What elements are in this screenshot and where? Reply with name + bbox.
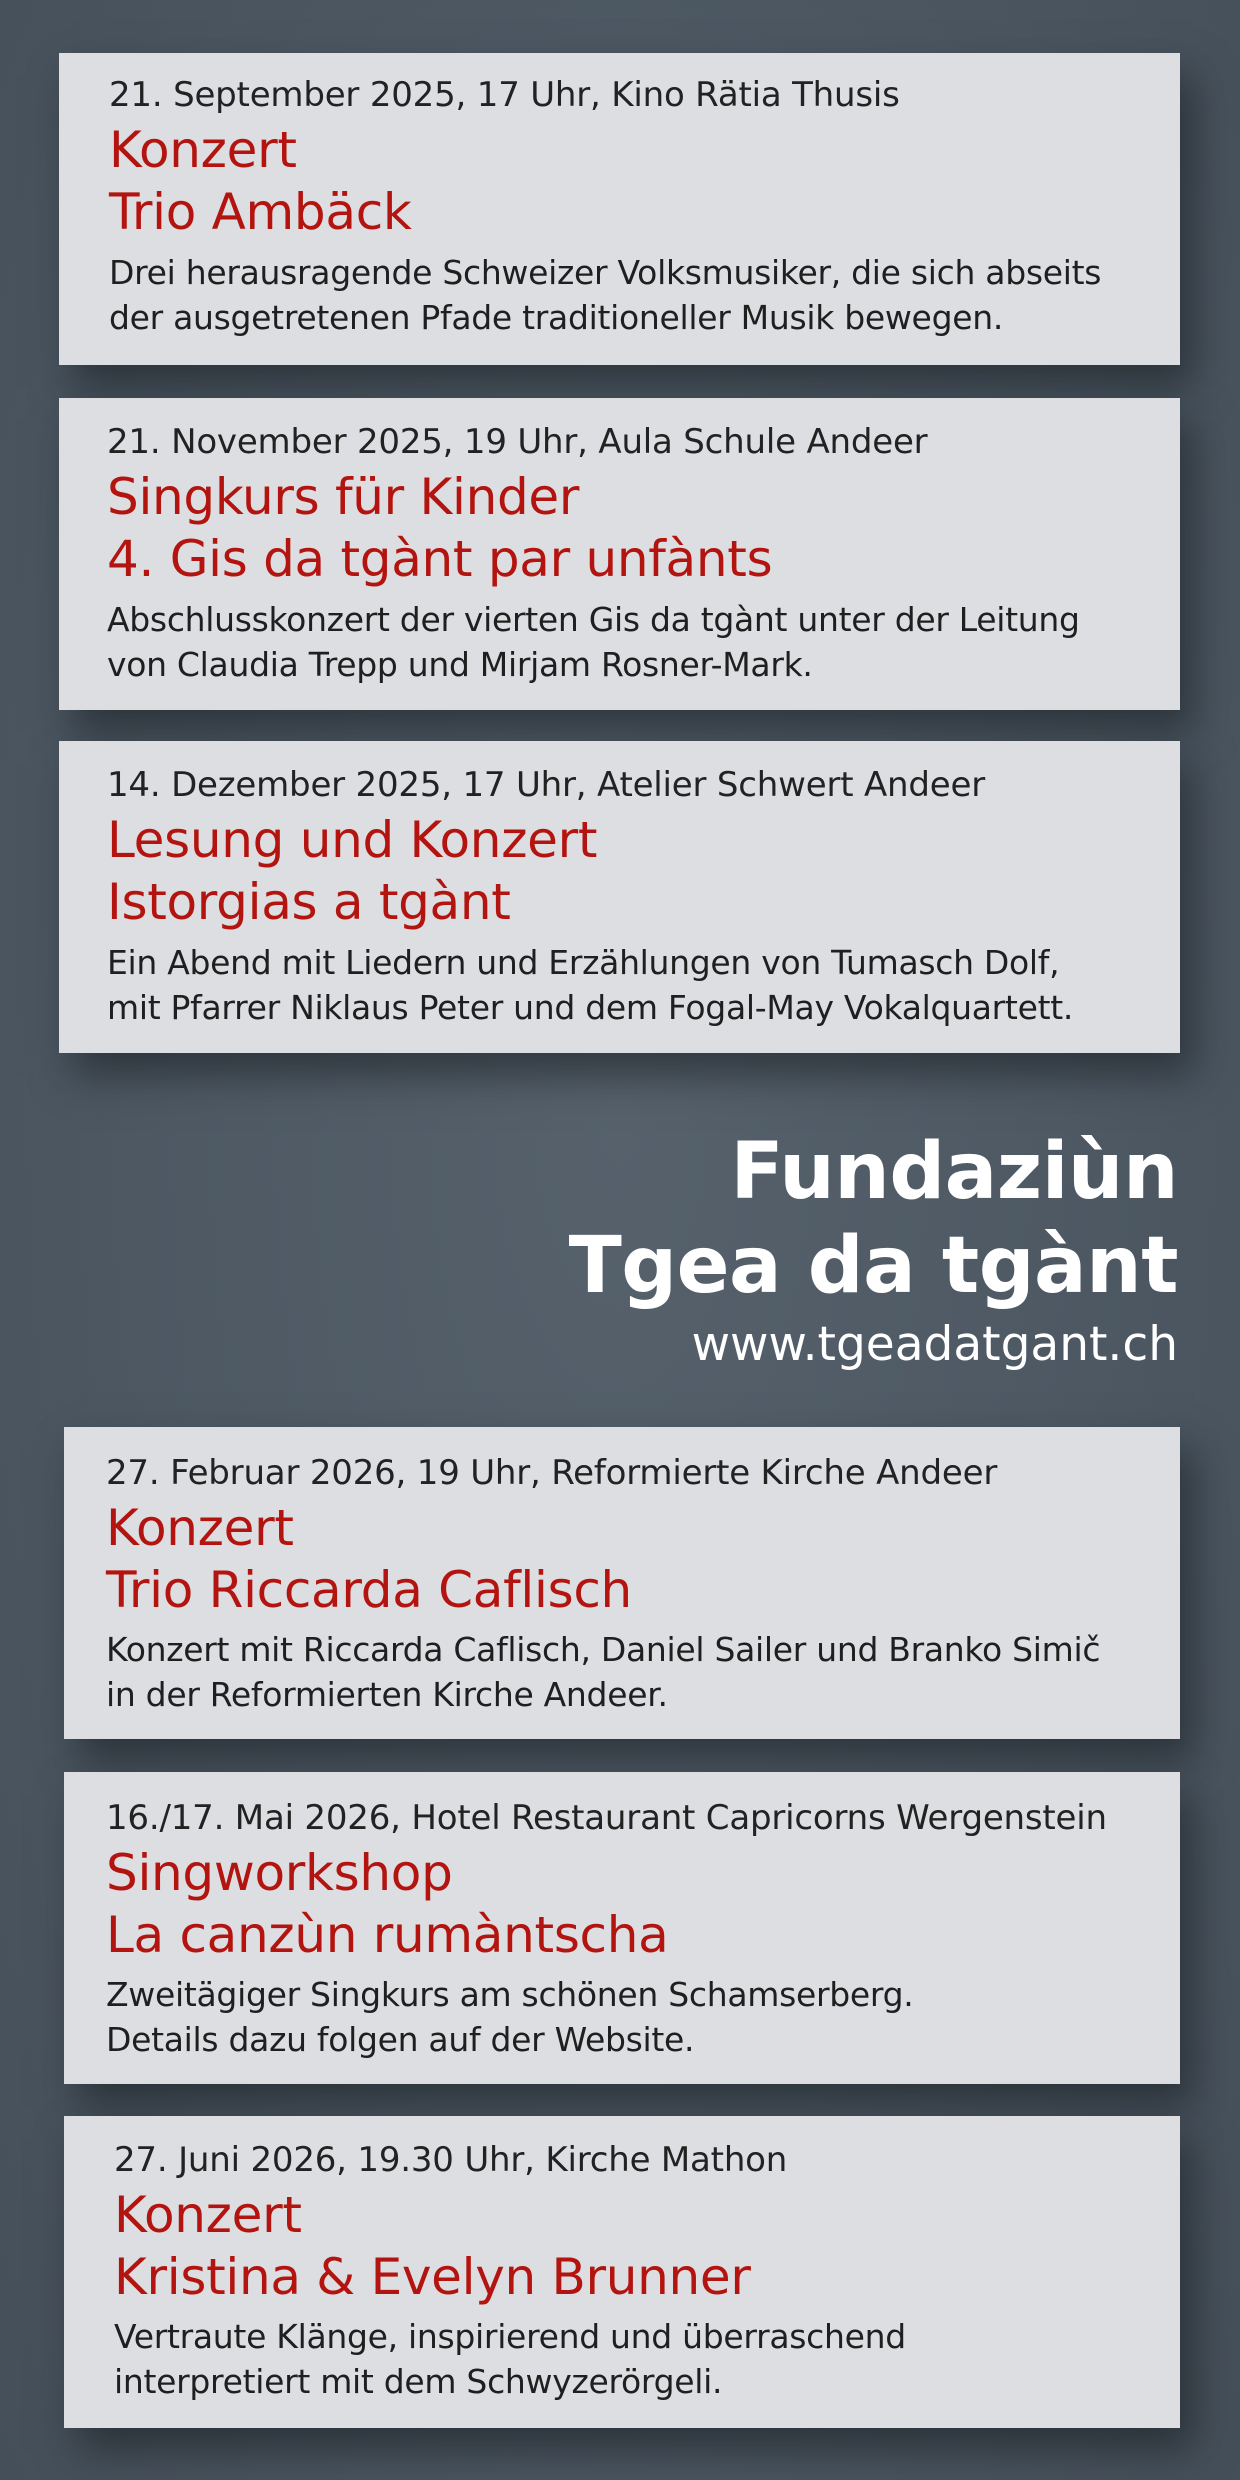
organization-block (569, 1125, 1178, 1377)
event-title: Trio Riccarda Caflisch (106, 1561, 632, 1619)
event-title: Trio Ambäck (109, 183, 412, 241)
event-description-line-2: der ausgetretenen Pfade traditioneller Musik bewegen. (109, 298, 1004, 337)
event-title: Istorgias a tgànt (107, 873, 511, 931)
event-description-line-2: von Claudia Trepp und Mirjam Rosner-Mark. (107, 645, 813, 684)
event-date-location: 14. Dezember 2025, 17 Uhr, Atelier Schwert Andeer (107, 765, 985, 805)
event-description-line-1: Konzert mit Riccarda Caflisch, Daniel Sailer und Branko Simič (106, 1630, 1101, 1669)
event-type: Konzert (109, 121, 297, 179)
event-card-3 (59, 741, 1180, 1053)
event-card-2 (59, 398, 1180, 710)
event-card-6 (64, 2116, 1180, 2428)
event-description-line-1: Vertraute Klänge, inspirierend und überraschend (114, 2317, 906, 2356)
event-type: Singkurs für Kinder (107, 468, 580, 526)
event-title: 4. Gis da tgànt par unfànts (107, 530, 773, 588)
event-title: Kristina & Evelyn Brunner (114, 2248, 751, 2306)
event-type: Singworkshop (106, 1844, 453, 1902)
event-date-location: 16./17. Mai 2026, Hotel Restaurant Capricorns Wergenstein (106, 1798, 1107, 1838)
event-description-line-2: Details dazu folgen auf der Website. (106, 2020, 695, 2059)
event-card-4 (64, 1427, 1180, 1739)
organization-website: www.tgeadatgant.ch (691, 1317, 1178, 1372)
organization-name-line-2: Tgea da tgànt (568, 1221, 1178, 1311)
event-title: La canzùn rumàntscha (106, 1906, 669, 1964)
event-card-1 (59, 53, 1180, 365)
event-type: Lesung und Konzert (107, 811, 598, 869)
event-card-5 (64, 1772, 1180, 2084)
event-description-line-1: Abschlusskonzert der vierten Gis da tgànt unter der Leitung (107, 600, 1080, 639)
organization-name-line-1: Fundaziùn (730, 1127, 1178, 1217)
event-description-line-2: interpretiert mit dem Schwyzerörgeli. (114, 2362, 723, 2401)
event-description-line-2: mit Pfarrer Niklaus Peter und dem Fogal-May Vokalquartett. (107, 988, 1074, 1027)
event-date-location: 21. November 2025, 19 Uhr, Aula Schule Andeer (107, 422, 928, 462)
event-date-location: 27. Februar 2026, 19 Uhr, Reformierte Kirche Andeer (106, 1453, 998, 1493)
event-type: Konzert (114, 2186, 302, 2244)
event-description-line-1: Ein Abend mit Liedern und Erzählungen von Tumasch Dolf, (107, 943, 1060, 982)
event-date-location: 27. Juni 2026, 19.30 Uhr, Kirche Mathon (114, 2140, 788, 2180)
event-description-line-1: Drei herausragende Schweizer Volksmusiker, die sich abseits (109, 253, 1102, 292)
event-date-location: 21. September 2025, 17 Uhr, Kino Rätia Thusis (109, 75, 900, 115)
event-type: Konzert (106, 1499, 294, 1557)
event-description-line-2: in der Reformierten Kirche Andeer. (106, 1675, 668, 1714)
event-description-line-1: Zweitägiger Singkurs am schönen Schamserberg. (106, 1975, 914, 2014)
